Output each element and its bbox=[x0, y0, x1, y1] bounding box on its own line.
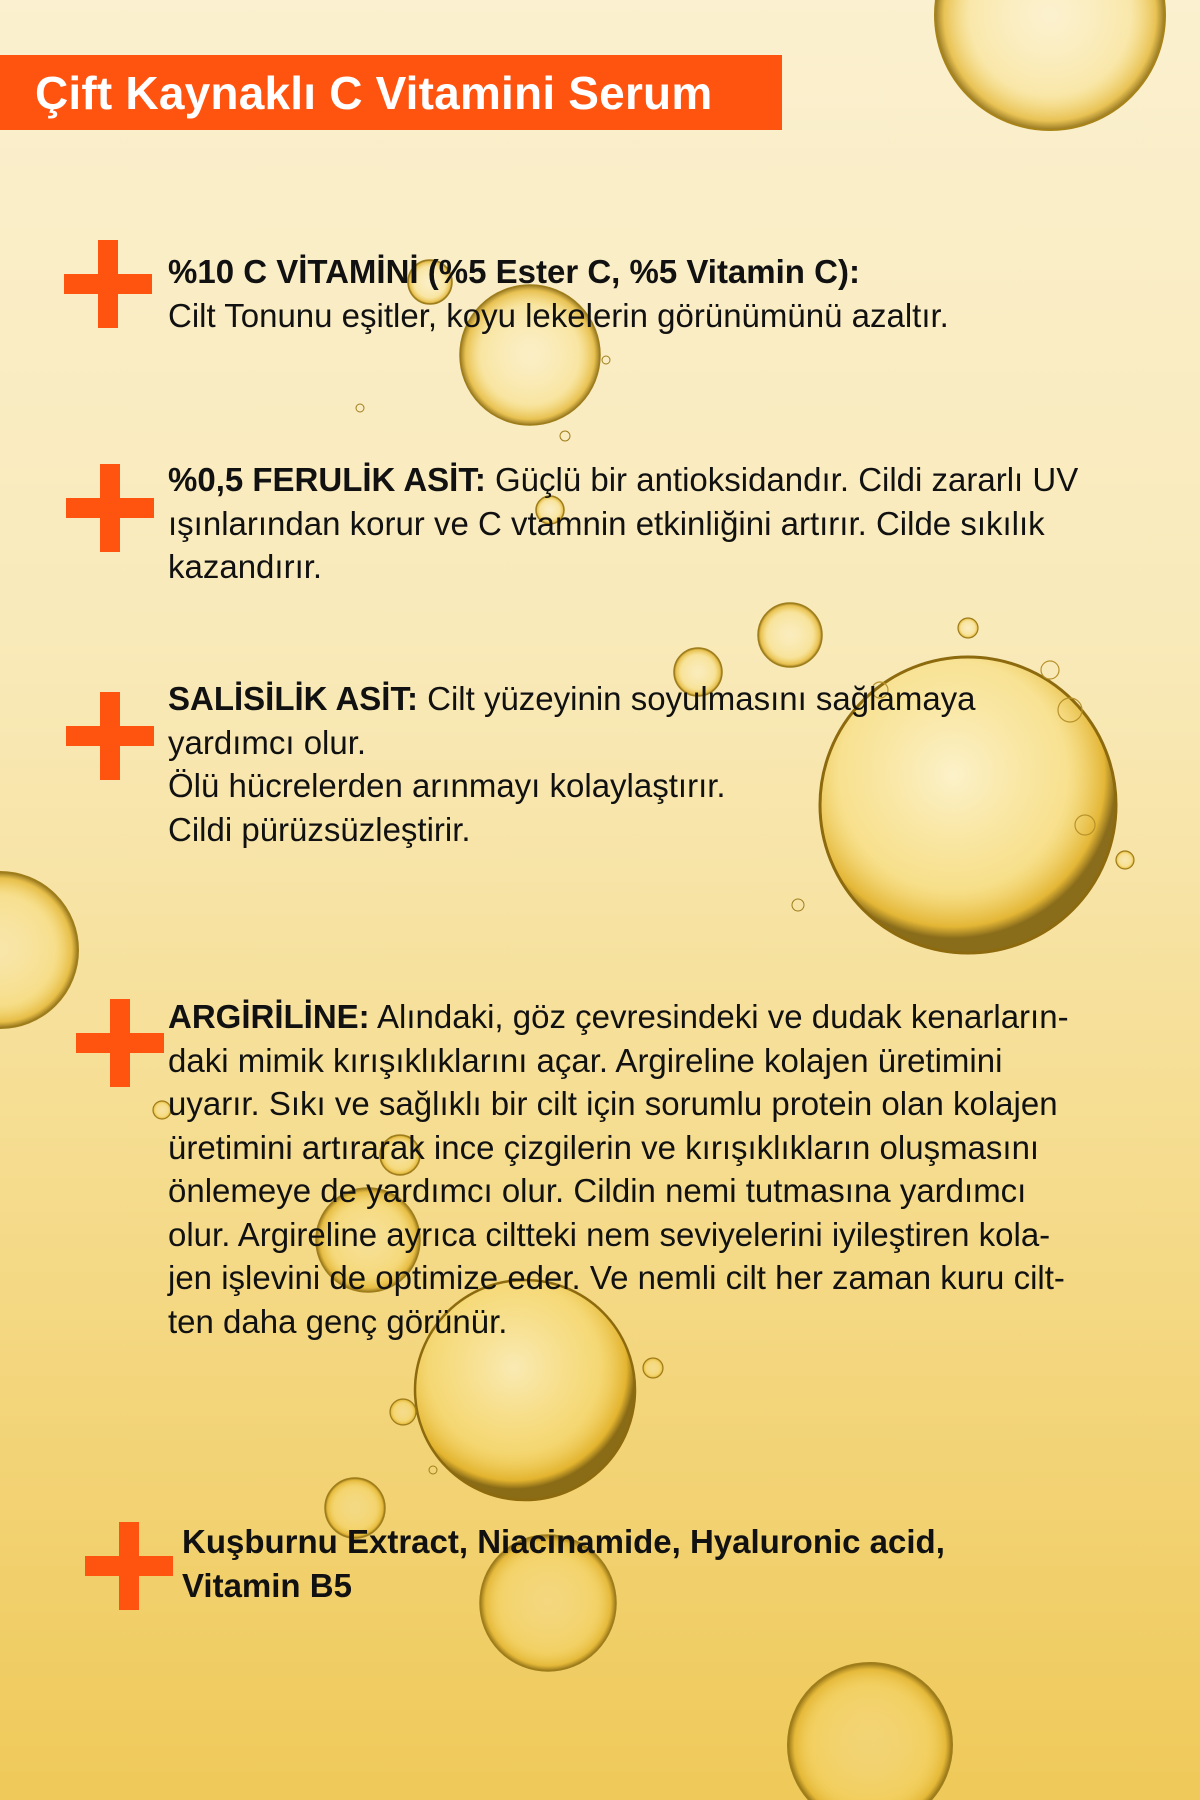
ingredient-heading: SALİSİLİK ASİT: bbox=[168, 680, 418, 717]
title-banner bbox=[0, 55, 782, 130]
ingredient-description: uyarır. Sıkı ve sağlıklı bir cilt için sorumlu protein olan kolajen bbox=[168, 1085, 1058, 1122]
plus-icon bbox=[64, 240, 152, 328]
ingredient-description: daki mimik kırışıklıklarını açar. Argireline kolajen üretimini bbox=[168, 1041, 1003, 1079]
ingredient-text bbox=[182, 1520, 945, 1607]
ingredient-description: yardımcı olur. bbox=[168, 723, 367, 761]
ingredient-text bbox=[168, 677, 976, 851]
ingredient-description: kazandırır. bbox=[168, 548, 323, 585]
ingredient-description: Cildi pürüzsüzleştirir. bbox=[168, 810, 471, 848]
ingredient-heading: Vitamin B5 bbox=[182, 1566, 352, 1604]
ingredient-description: Cilt yüzeyinin soyulmasını sağlamaya bbox=[417, 680, 976, 717]
ingredient-description: Ölü hücrelerden arınmayı kolaylaştırır. bbox=[168, 767, 726, 804]
ingredient-description: üretimini artırarak ince çizgilerin ve kırışıklıkların oluşmasını bbox=[168, 1128, 1040, 1166]
ingredient-text bbox=[168, 995, 1069, 1343]
ingredient-heading: ARGİRİLİNE: bbox=[168, 998, 370, 1035]
plus-icon bbox=[66, 464, 154, 552]
ingredient-text bbox=[168, 250, 949, 337]
plus-icon bbox=[85, 1522, 173, 1610]
ingredient-description: Alındaki, göz çevresindeki ve dudak kenarların- bbox=[369, 998, 1069, 1035]
ingredient-heading: %0,5 FERULİK ASİT: bbox=[168, 461, 486, 498]
ingredient-description: ten daha genç görünür. bbox=[168, 1302, 508, 1340]
ingredient-description: önlemeye de yardımcı olur. Cildin nemi tutmasına yardımcı bbox=[168, 1172, 1027, 1209]
plus-icon bbox=[66, 692, 154, 780]
page-title: Çift Kaynaklı C Vitamini Serum bbox=[35, 66, 713, 119]
ingredient-description: jen işlevini de optimize eder. Ve nemli cilt her zaman kuru cilt- bbox=[168, 1259, 1065, 1296]
ingredient-heading: %10 C VİTAMİNİ (%5 Ester C, %5 Vitamin C): bbox=[168, 253, 860, 290]
ingredient-description: olur. Argireline ayrıca ciltteki nem seviyelerini iyileştiren kola- bbox=[168, 1215, 1051, 1253]
ingredient-description: Cilt Tonunu eşitler, koyu lekelerin görünümünü azaltır. bbox=[168, 296, 949, 334]
ingredient-heading: Kuşburnu Extract, Niacinamide, Hyaluronic acid, bbox=[182, 1523, 945, 1560]
ingredient-description: Güçlü bir antioksidandır. Cildi zararlı UV bbox=[485, 461, 1079, 498]
ingredient-description: ışınlarından korur ve C vtamnin etkinliğini artırır. Cilde sıkılık bbox=[168, 504, 1045, 542]
ingredient-text bbox=[168, 458, 1078, 589]
plus-icon bbox=[76, 999, 164, 1087]
